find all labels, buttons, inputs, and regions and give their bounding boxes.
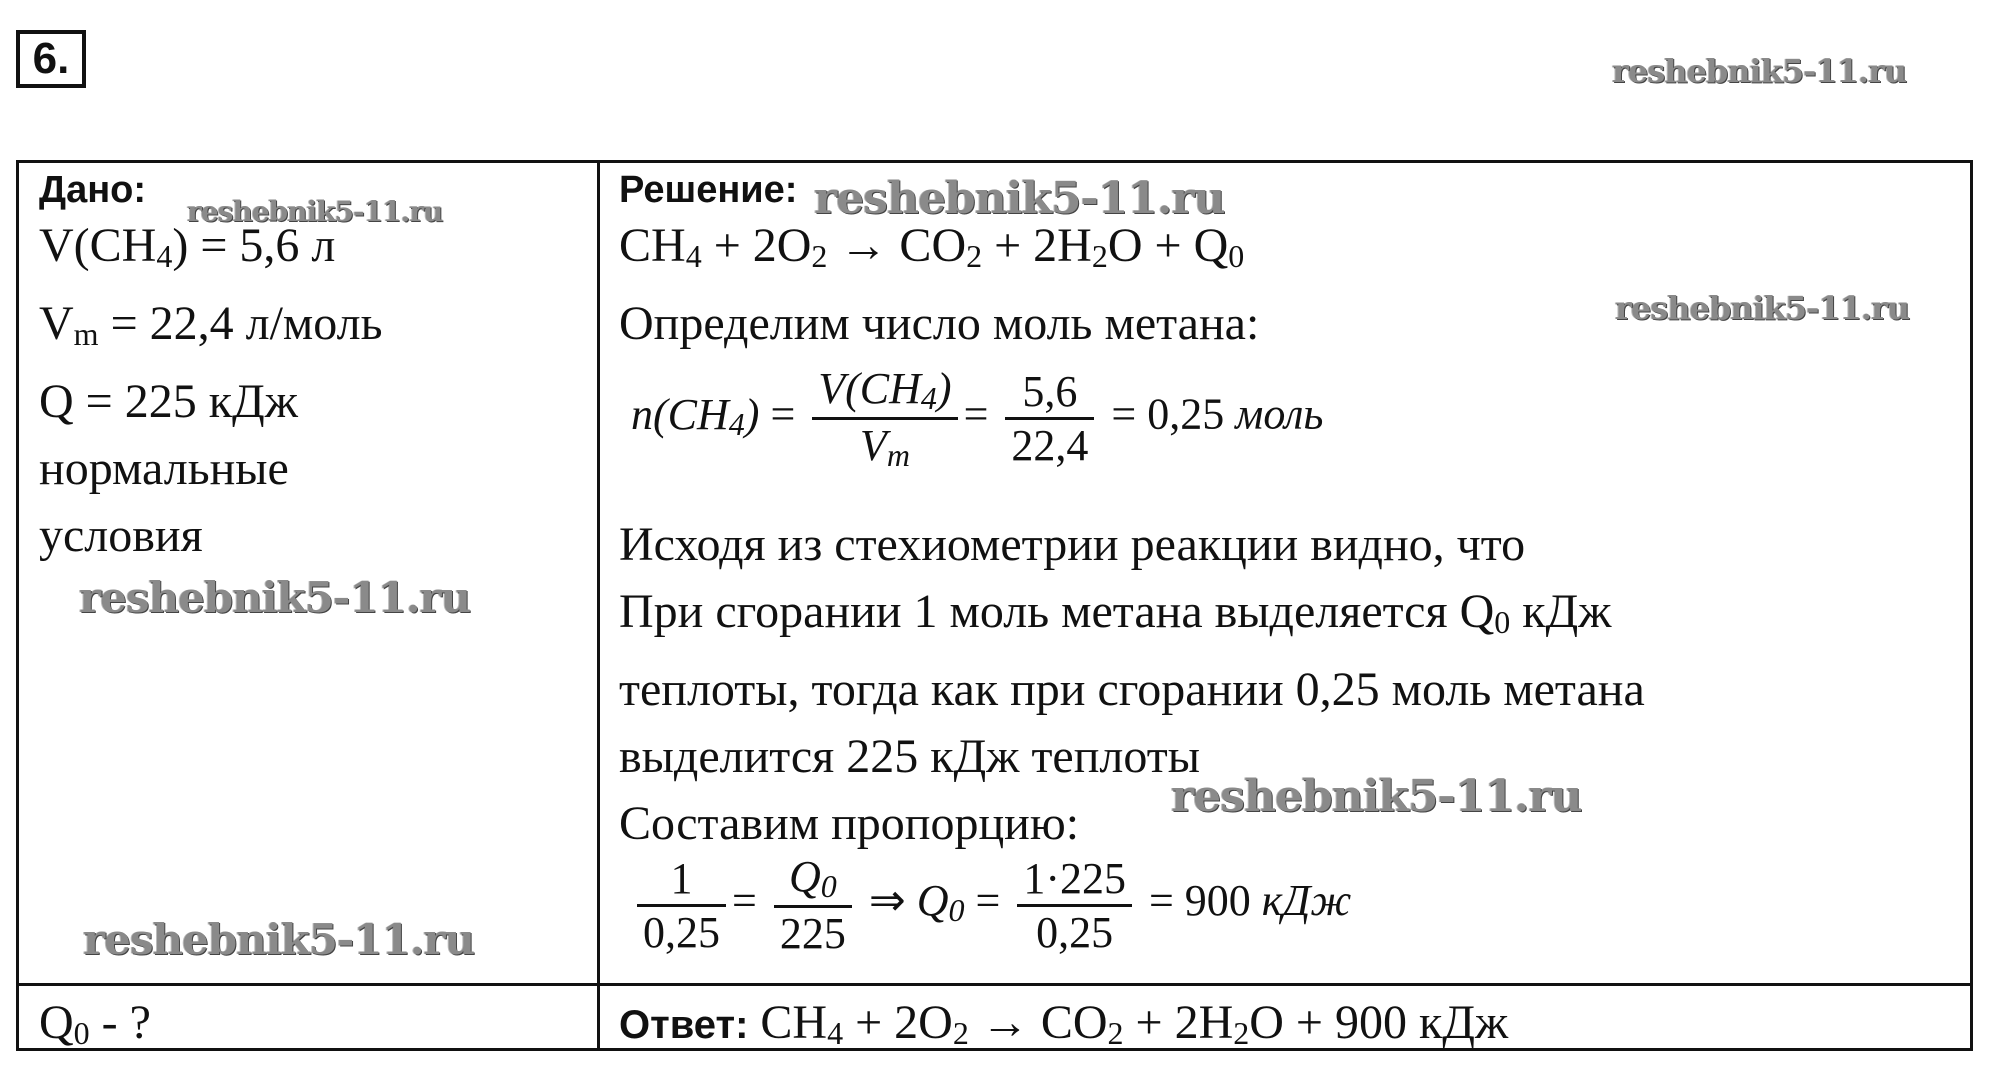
solution-header: Решение: (619, 169, 798, 211)
column-divider (597, 163, 600, 1048)
proportion-formula: $\frac{1}{0,25}$ = $\frac{Q0}{225}$ ⇒ Q0 = $\frac{1\cdot 225}{0,25}$ = 900 кДж (631, 851, 1351, 959)
heat-result: = 900 кДж (1148, 876, 1352, 926)
fraction-1-over-025: $\frac{1}{0,25}$ (637, 853, 726, 958)
given-cell (39, 169, 579, 569)
given-conditions-2: условия (39, 509, 203, 562)
find-q0: Q0 - ? (39, 996, 151, 1051)
explanation-line-3: теплоты, тогда как при сгорании 0,25 моль метана (619, 663, 1645, 716)
watermark-solution-2: reshebnik5-11.ru (1615, 289, 1910, 327)
explanation-line-4: выделится 225 кДж теплоты (619, 730, 1200, 783)
reaction-equation: CH4 + 2O2 → CO2 + 2H2O + Q0 (619, 219, 1245, 274)
formula-equals: = (770, 389, 796, 439)
watermark-given-1: reshebnik5-11.ru (187, 195, 443, 228)
fraction-v-over-vm: $\frac{V(CH4)}{Vm}$ (812, 363, 957, 474)
moles-formula: n(CH4) = $\frac{V(CH4)}{Vm}$ = $\frac{5,6}{22,4}$ = 0,25 моль (631, 364, 1324, 473)
watermark-solution-3: reshebnik5-11.ru (1171, 771, 1582, 822)
watermark-given-3: reshebnik5-11.ru (83, 915, 475, 964)
step-moles: Определим число моль метана: (619, 297, 1260, 350)
fraction-q0-over-225: $\frac{Q0}{225}$ (774, 851, 852, 959)
step-proportion: Составим пропорцию: (619, 797, 1080, 850)
explanation-line-2: При сгорании 1 моль метана выделяется Q0 кДж (619, 585, 1612, 640)
watermark-top: reshebnik5-11.ru (1612, 52, 1907, 90)
row-divider (19, 983, 1970, 986)
given-volume: V(CH4) = 5,6 л (39, 219, 336, 274)
given-molar-volume: Vm = 22,4 л/моль (39, 297, 383, 352)
problem-number: 6. (16, 30, 86, 88)
fraction-calc: $\frac{1\cdot 225}{0,25}$ (1017, 853, 1132, 958)
explanation-line-1: Исходя из стехиометрии реакции видно, что (619, 518, 1526, 571)
answer-label: Ответ: (619, 1003, 749, 1047)
given-header: Дано: (39, 169, 147, 211)
moles-result: = 0,25 моль (1111, 389, 1324, 439)
fraction-values: $\frac{5,6}{22,4}$ (1005, 366, 1094, 471)
given-conditions-1: нормальные (39, 442, 289, 495)
answer: Ответ: CH4 + 2O2 → CO2 + 2H2O + 900 кДж (619, 996, 1509, 1051)
solution-table (16, 160, 1973, 1051)
watermark-given-2: reshebnik5-11.ru (79, 573, 471, 622)
given-heat: Q = 225 кДж (39, 375, 298, 428)
watermark-solution-1: reshebnik5-11.ru (814, 173, 1225, 224)
implies-q0: ⇒ Q0 = (868, 876, 1001, 929)
